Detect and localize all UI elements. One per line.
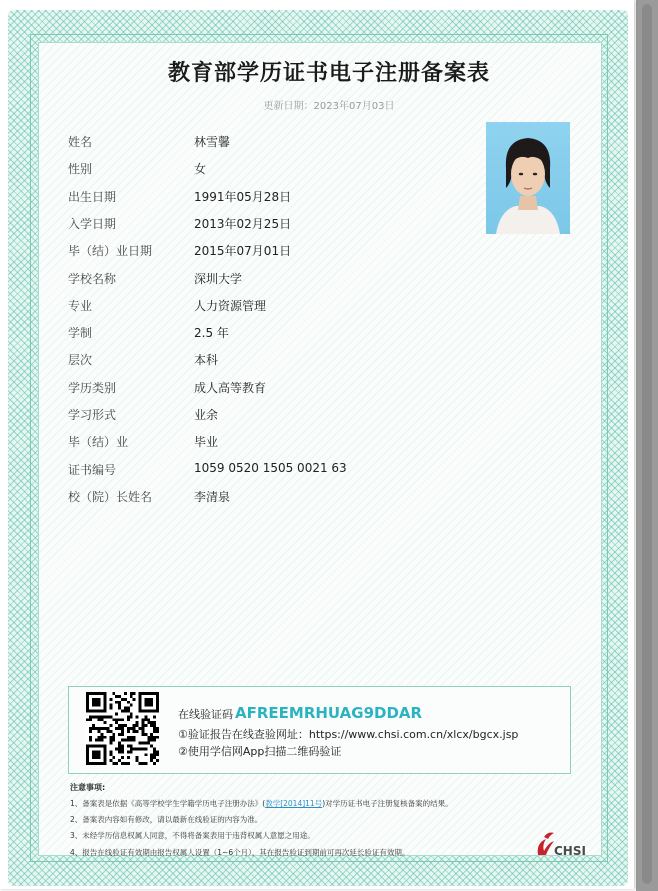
page-title: 教育部学历证书电子注册备案表 — [167, 61, 490, 86]
portrait-photo — [486, 122, 570, 234]
qr-code-icon[interactable] — [86, 692, 159, 765]
field-label: 证书编号 — [68, 463, 117, 477]
scrollbar-thumb[interactable] — [642, 4, 652, 884]
field-label: 性别 — [68, 162, 93, 176]
field-value: 2013年02月25日 — [194, 217, 292, 231]
regulation-link[interactable]: 教学[2014]11号 — [265, 799, 323, 808]
field-value: 本科 — [194, 353, 219, 367]
field-label: 校（院）长姓名 — [68, 490, 153, 504]
update-date: 更新日期：2023年07月03日 — [263, 101, 395, 112]
field-value: 女 — [194, 162, 207, 176]
note-item: 3、未经学历信息权属人同意，不得将备案表用于违背权属人意愿之用途。 — [70, 831, 315, 840]
verify-code-label: 在线验证码 — [178, 708, 233, 721]
field-value: 1059 0520 1505 0021 63 — [194, 461, 347, 475]
verify-url-line: ①验证报告在线查验网址：https://www.chsi.com.cn/xlcx/bgcx.jsp — [178, 728, 519, 741]
note-text: )对学历证书电子注册复核备案的结果。 — [322, 799, 453, 808]
note-text: 1、备案表是依据《高等学校学生学籍学历电子注册办法》( — [70, 799, 266, 808]
field-label: 入学日期 — [68, 217, 117, 231]
field-value: 1991年05月28日 — [194, 190, 292, 204]
field-label: 毕（结）业 — [68, 435, 129, 449]
note-item: 2、备案表内容如有修改，请以最新在线验证的内容为准。 — [70, 815, 263, 824]
field-value: 成人高等教育 — [194, 381, 267, 395]
field-value: 人力资源管理 — [194, 299, 267, 313]
field-value: 李清泉 — [194, 490, 231, 504]
note-item: 4、报告在线验证有效期由报告权属人设置（1~6个月），其在报告验证到期前可再次延长验证有效期。 — [70, 848, 410, 857]
field-value: 2015年07月01日 — [194, 244, 292, 258]
scrollbar[interactable] — [636, 0, 658, 891]
field-label: 专业 — [68, 299, 93, 313]
field-label: 层次 — [68, 353, 93, 367]
field-label: 学习形式 — [68, 408, 117, 422]
verify-code-line — [178, 704, 422, 722]
field-value: 毕业 — [194, 435, 219, 449]
field-value: 业余 — [194, 408, 219, 422]
field-label: 学校名称 — [68, 272, 117, 286]
note-item — [70, 798, 453, 809]
field-label: 出生日期 — [68, 190, 117, 204]
field-label: 学制 — [68, 326, 93, 340]
chsi-logo-text: CHSI — [554, 844, 586, 858]
field-label: 学历类别 — [68, 381, 117, 395]
field-value: 深圳大学 — [194, 272, 243, 286]
field-label: 姓名 — [68, 135, 93, 149]
verify-app-line: ②使用学信网App扫描二维码验证 — [178, 745, 342, 758]
field-value: 林雪馨 — [194, 135, 231, 149]
field-value: 2.5 年 — [194, 326, 229, 340]
verify-code: AFREEMRHUAG9DDAR — [235, 704, 423, 722]
field-label: 毕（结）业日期 — [68, 244, 153, 258]
notes-title: 注意事项: — [70, 783, 106, 792]
